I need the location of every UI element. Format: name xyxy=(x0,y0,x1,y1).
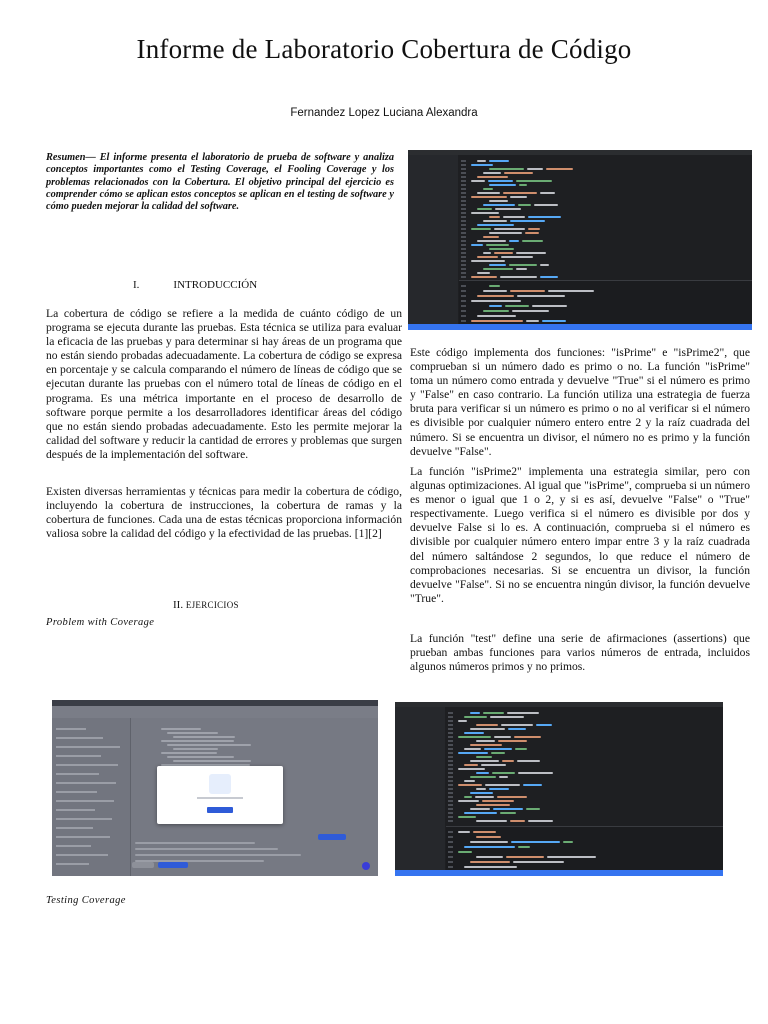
code-token xyxy=(491,752,505,754)
code-token xyxy=(464,716,487,718)
code-token xyxy=(464,732,484,734)
code-token xyxy=(489,264,506,266)
code-token xyxy=(497,796,527,798)
code-token xyxy=(499,776,508,778)
code-token xyxy=(536,724,552,726)
code-token xyxy=(173,760,251,762)
code-token xyxy=(513,861,564,863)
instruction-text xyxy=(135,842,255,844)
line-number xyxy=(461,184,466,186)
line-number xyxy=(448,846,453,848)
code-token xyxy=(471,196,507,198)
code-token xyxy=(470,861,510,863)
sidebar-nav-item xyxy=(56,836,110,838)
line-number xyxy=(448,752,453,754)
line-number xyxy=(448,812,453,814)
submit-pill xyxy=(318,834,346,840)
code-token xyxy=(489,160,509,162)
line-number xyxy=(448,740,453,742)
sidebar-nav-item xyxy=(56,728,86,730)
code-token xyxy=(476,856,503,858)
line-number xyxy=(461,260,466,262)
code-token xyxy=(534,204,558,206)
code-token xyxy=(485,784,520,786)
code-token xyxy=(489,285,500,287)
code-token xyxy=(489,305,502,307)
code-token xyxy=(476,804,510,806)
ide-project-sidebar xyxy=(395,707,445,870)
line-number xyxy=(461,196,466,198)
code-token xyxy=(522,240,543,242)
help-icon xyxy=(362,862,370,870)
line-number xyxy=(448,772,453,774)
ide-status-bar xyxy=(395,870,723,876)
code-token xyxy=(483,188,493,190)
line-number xyxy=(461,248,466,250)
code-token xyxy=(464,780,475,782)
code-token xyxy=(501,724,534,726)
right-paragraph-3: La función "test" define una serie de afirmaciones (assertions) que prueban ambas funciones para varios números de entrada, incluidos algunos números primos y no primos. xyxy=(410,632,750,674)
sidebar-nav-item xyxy=(56,809,95,811)
code-token xyxy=(173,736,235,738)
line-number xyxy=(448,851,453,853)
line-number xyxy=(448,861,453,863)
code-token xyxy=(489,788,510,790)
code-token xyxy=(527,168,543,170)
code-token xyxy=(471,244,483,246)
code-token xyxy=(509,264,537,266)
code-token xyxy=(510,820,525,822)
instruction-text xyxy=(135,860,264,862)
line-number xyxy=(448,780,453,782)
line-number xyxy=(461,164,466,166)
code-token xyxy=(458,736,491,738)
line-number xyxy=(461,232,466,234)
code-token xyxy=(471,180,485,182)
code-token xyxy=(495,208,521,210)
code-token xyxy=(161,752,217,754)
code-token xyxy=(458,851,472,853)
line-number xyxy=(461,244,466,246)
code-token xyxy=(525,232,539,234)
line-number xyxy=(448,816,453,818)
code-token xyxy=(511,841,560,843)
code-token xyxy=(458,720,467,722)
code-token xyxy=(476,836,501,838)
code-token xyxy=(493,808,524,810)
line-number xyxy=(448,784,453,786)
web-app-screenshot-figure xyxy=(52,700,378,876)
code-token xyxy=(518,772,553,774)
code-token xyxy=(516,268,527,270)
line-number xyxy=(461,272,466,274)
code-token xyxy=(489,232,522,234)
line-number xyxy=(461,285,466,287)
code-token xyxy=(458,816,476,818)
caption-problem-with-coverage: Problem with Coverage xyxy=(46,617,155,628)
abstract: Resumen— El informe presenta el laboratorio de prueba de software y analiza conceptos importantes como el Testing Coverage, el Fooling Coverage y los problemas relacionados con la Cobertura. El objetivo principal del ejercicio es comprender cómo se aplican estos conceptos se aplican en el testing de software y cómo pueden mejorar la calidad del software. xyxy=(46,152,394,213)
line-number xyxy=(448,756,453,758)
instruction-text xyxy=(135,848,278,850)
section-heading-intro xyxy=(133,279,257,291)
code-token xyxy=(517,295,565,297)
line-number xyxy=(461,290,466,292)
code-token xyxy=(519,184,527,186)
code-token xyxy=(483,252,491,254)
code-token xyxy=(173,748,218,750)
code-token xyxy=(476,740,495,742)
sidebar-nav-item xyxy=(56,791,97,793)
code-token xyxy=(507,712,539,714)
sidebar-nav-item xyxy=(56,863,89,865)
ide-screenshot-figure xyxy=(408,150,752,330)
code-token xyxy=(489,248,514,250)
code-token xyxy=(483,290,507,292)
line-number xyxy=(461,305,466,307)
line-number xyxy=(448,720,453,722)
section-label: EJERCICIOS xyxy=(185,600,239,610)
line-number xyxy=(448,804,453,806)
line-number xyxy=(448,764,453,766)
code-token xyxy=(546,168,573,170)
code-token xyxy=(483,268,513,270)
code-token xyxy=(563,841,573,843)
sidebar-nav-item xyxy=(56,818,112,820)
code-token xyxy=(464,812,497,814)
code-token xyxy=(483,204,515,206)
code-token xyxy=(470,792,493,794)
code-token xyxy=(476,756,492,758)
code-token xyxy=(510,196,527,198)
code-token xyxy=(470,728,505,730)
sidebar-nav-item xyxy=(56,773,99,775)
line-number xyxy=(448,796,453,798)
code-token xyxy=(477,208,492,210)
code-token xyxy=(528,216,561,218)
line-number xyxy=(461,212,466,214)
code-token xyxy=(458,784,482,786)
line-number xyxy=(448,788,453,790)
line-number xyxy=(448,831,453,833)
line-number xyxy=(461,160,466,162)
line-number xyxy=(461,300,466,302)
ide-status-bar xyxy=(408,324,752,330)
line-number xyxy=(448,716,453,718)
code-token xyxy=(464,764,478,766)
code-token xyxy=(477,240,506,242)
lesson-sidebar xyxy=(52,718,131,876)
sidebar-nav-item xyxy=(56,764,118,766)
intro-paragraph-2: Existen diversas herramientas y técnicas para medir la cobertura de código, incluyendo la cobertura de instrucciones, la cobertura de ramas y la cobertura de funciones. Cada una de estas técnicas proporciona información valiosa sobre la calidad del código y la efectividad de las pruebas. [1][2] xyxy=(46,485,402,541)
code-token xyxy=(458,831,470,833)
line-number xyxy=(448,760,453,762)
line-number xyxy=(461,236,466,238)
line-number xyxy=(461,252,466,254)
code-token xyxy=(464,796,472,798)
sidebar-nav-item xyxy=(56,800,114,802)
ide-project-sidebar xyxy=(408,155,458,324)
back-pill xyxy=(132,862,154,868)
line-number xyxy=(448,736,453,738)
code-token xyxy=(482,800,514,802)
code-token xyxy=(473,831,496,833)
code-token xyxy=(489,184,516,186)
code-token xyxy=(483,220,507,222)
line-number xyxy=(448,841,453,843)
code-token xyxy=(494,228,525,230)
code-token xyxy=(504,172,533,174)
code-token xyxy=(458,768,485,770)
code-token xyxy=(506,856,544,858)
code-token xyxy=(477,224,514,226)
code-token xyxy=(483,236,499,238)
modal-text xyxy=(197,797,243,799)
code-token xyxy=(477,295,514,297)
code-token xyxy=(500,276,537,278)
code-token xyxy=(500,812,516,814)
line-number xyxy=(448,712,453,714)
code-token xyxy=(470,744,502,746)
code-token xyxy=(477,272,490,274)
sidebar-nav-item xyxy=(56,782,116,784)
code-token xyxy=(470,776,496,778)
code-token xyxy=(516,252,546,254)
code-token xyxy=(509,240,519,242)
section-number: I. xyxy=(133,279,140,291)
code-token xyxy=(483,712,504,714)
code-token xyxy=(498,740,528,742)
section-heading-exercises xyxy=(173,599,239,611)
code-token xyxy=(471,300,521,302)
code-token xyxy=(532,305,567,307)
code-token xyxy=(523,784,542,786)
code-token xyxy=(548,290,594,292)
code-token xyxy=(476,724,498,726)
line-number xyxy=(461,320,466,322)
code-token xyxy=(471,164,493,166)
code-token xyxy=(477,192,500,194)
code-token xyxy=(528,228,540,230)
code-token xyxy=(167,732,218,734)
code-token xyxy=(510,220,545,222)
code-token xyxy=(471,260,505,262)
code-token xyxy=(494,736,511,738)
code-token xyxy=(503,216,525,218)
code-token xyxy=(477,315,516,317)
line-number xyxy=(461,224,466,226)
ide-screenshot-figure-2 xyxy=(395,702,723,876)
line-number xyxy=(448,768,453,770)
code-token xyxy=(503,192,537,194)
code-token xyxy=(464,866,517,868)
sidebar-nav-item xyxy=(56,854,108,856)
code-token xyxy=(470,712,480,714)
line-number xyxy=(461,172,466,174)
code-token xyxy=(161,740,234,742)
code-token xyxy=(475,796,494,798)
code-token xyxy=(484,748,512,750)
paper-title: Informe de Laboratorio Cobertura de Código xyxy=(136,34,632,64)
line-number xyxy=(448,744,453,746)
code-token xyxy=(526,808,540,810)
section-label: INTRODUCCIÓN xyxy=(173,279,258,291)
line-number xyxy=(448,820,453,822)
intro-paragraph-1: La cobertura de código se refiere a la medida de cuánto código de un programa se ejecuta durante las pruebas. Esta técnica se utiliza para evaluar la eficacia de las pruebas y para determinar si hay áreas de un programa que no están siendo probadas adecuadamente. La cobertura de código se expresa en porcentaje y se calcula comparando el número de líneas de código que se ejecutan durante las pruebas con el número total de líneas de código en el programa. Es una métrica importante en el proceso de desarrollo de software porque permite a los desarrolladores identificar áreas del código que no están siendo probadas adecuadamente. Esto les permite mejorar la calidad del software y reducir la cantidad de errores y problemas que surgen después de la implementación del software. xyxy=(46,307,402,461)
code-token xyxy=(481,764,506,766)
line-number xyxy=(461,216,466,218)
code-token xyxy=(540,276,558,278)
code-token xyxy=(528,820,554,822)
line-number xyxy=(448,724,453,726)
line-number xyxy=(461,188,466,190)
code-token xyxy=(510,290,545,292)
line-number xyxy=(448,836,453,838)
right-paragraph-1: Este código implementa dos funciones: "isPrime" e "isPrime2", que comprueban si un número dado es primo o no. La función "isPrime" toma un número como entrada y devuelve "True" si el número es primo y "False" en caso contrario. La función utiliza una estrategia de fuerza bruta para verificar si un número es primo o no al verificar si el número es divisible por cualquier número entero entre 2 y la raíz cuadrada del número. Si se encuentra un divisor, el número no es primo y la función devuelve "False". xyxy=(410,346,750,458)
line-number xyxy=(461,228,466,230)
line-number xyxy=(448,776,453,778)
line-number xyxy=(448,866,453,868)
code-token xyxy=(486,244,509,246)
line-number xyxy=(461,240,466,242)
instruction-text xyxy=(135,854,301,856)
code-token xyxy=(471,320,523,322)
code-token xyxy=(547,856,596,858)
ide-terminal-panel xyxy=(459,280,752,324)
code-token xyxy=(516,180,552,182)
sidebar-nav-item xyxy=(56,755,101,757)
line-number xyxy=(461,208,466,210)
code-token xyxy=(470,841,508,843)
code-token xyxy=(540,192,555,194)
ide-terminal-panel xyxy=(446,826,723,870)
code-token xyxy=(502,760,514,762)
line-number xyxy=(461,264,466,266)
code-token xyxy=(518,204,531,206)
line-number xyxy=(448,808,453,810)
code-token xyxy=(489,216,500,218)
sidebar-nav-item xyxy=(56,737,103,739)
code-token xyxy=(518,846,530,848)
next-pill xyxy=(158,862,188,868)
author-name: Fernandez Lopez Luciana Alexandra xyxy=(290,107,478,119)
line-number xyxy=(461,204,466,206)
line-number xyxy=(448,792,453,794)
line-number xyxy=(461,220,466,222)
line-number xyxy=(461,168,466,170)
code-token xyxy=(476,820,507,822)
code-token xyxy=(167,756,234,758)
sidebar-nav-item xyxy=(56,746,120,748)
code-token xyxy=(464,748,481,750)
illustration-icon xyxy=(209,774,231,794)
line-number xyxy=(461,192,466,194)
code-token xyxy=(489,168,524,170)
right-paragraph-2: La función "isPrime2" implementa una estrategia similar, pero con algunas optimizaciones. Al igual que "isPrime", comprueba si un número es menor o igual que 1 o 2, y si es así, devuelve "False" o "True" respectivamente. Luego verifica si el número es divisible por dos y devuelve False si lo es. A continuación, comprueba si el número es divisible por cualquier número entero impar entre 3 y la raíz cuadrada del número saltándose 2 segundos, lo que reduce el número de comprobaciones necesarias. Si se encuentra un divisor, la función devuelve "False". Si no se encuentra ningún divisor, la función devuelve "True". xyxy=(410,465,750,605)
code-token xyxy=(505,305,529,307)
sidebar-nav-item xyxy=(56,845,91,847)
line-number xyxy=(448,732,453,734)
caption-testing-coverage: Testing Coverage xyxy=(46,895,126,906)
result-modal xyxy=(157,766,283,824)
code-token xyxy=(477,256,498,258)
code-token xyxy=(515,748,527,750)
code-token xyxy=(483,172,501,174)
line-number xyxy=(461,200,466,202)
code-token xyxy=(508,728,526,730)
line-number xyxy=(461,180,466,182)
line-number xyxy=(448,856,453,858)
code-token xyxy=(490,716,524,718)
code-token xyxy=(526,320,539,322)
line-number xyxy=(461,276,466,278)
line-number xyxy=(461,310,466,312)
code-token xyxy=(477,160,486,162)
line-number xyxy=(448,728,453,730)
code-token xyxy=(464,846,515,848)
code-token xyxy=(542,320,566,322)
section-number: II. xyxy=(173,599,184,611)
code-token xyxy=(488,180,513,182)
code-token xyxy=(476,788,486,790)
line-number xyxy=(461,256,466,258)
code-token xyxy=(477,176,508,178)
line-number xyxy=(461,268,466,270)
line-number xyxy=(461,176,466,178)
line-number xyxy=(461,295,466,297)
line-number xyxy=(448,748,453,750)
line-number xyxy=(461,315,466,317)
code-token xyxy=(483,310,509,312)
code-token xyxy=(471,212,499,214)
code-token xyxy=(489,200,508,202)
code-token xyxy=(470,760,499,762)
code-token xyxy=(161,728,201,730)
code-token xyxy=(517,760,540,762)
modal-button xyxy=(207,807,233,813)
code-token xyxy=(471,276,497,278)
code-token xyxy=(167,744,251,746)
code-token xyxy=(476,772,489,774)
line-number xyxy=(448,800,453,802)
code-token xyxy=(512,310,549,312)
code-token xyxy=(458,800,479,802)
code-token xyxy=(501,256,533,258)
code-token xyxy=(494,252,513,254)
code-token xyxy=(492,772,516,774)
code-token xyxy=(471,228,491,230)
site-navbar xyxy=(52,706,378,718)
code-token xyxy=(458,752,488,754)
code-token xyxy=(470,808,490,810)
code-token xyxy=(540,264,549,266)
code-token xyxy=(514,736,542,738)
sidebar-nav-item xyxy=(56,827,93,829)
